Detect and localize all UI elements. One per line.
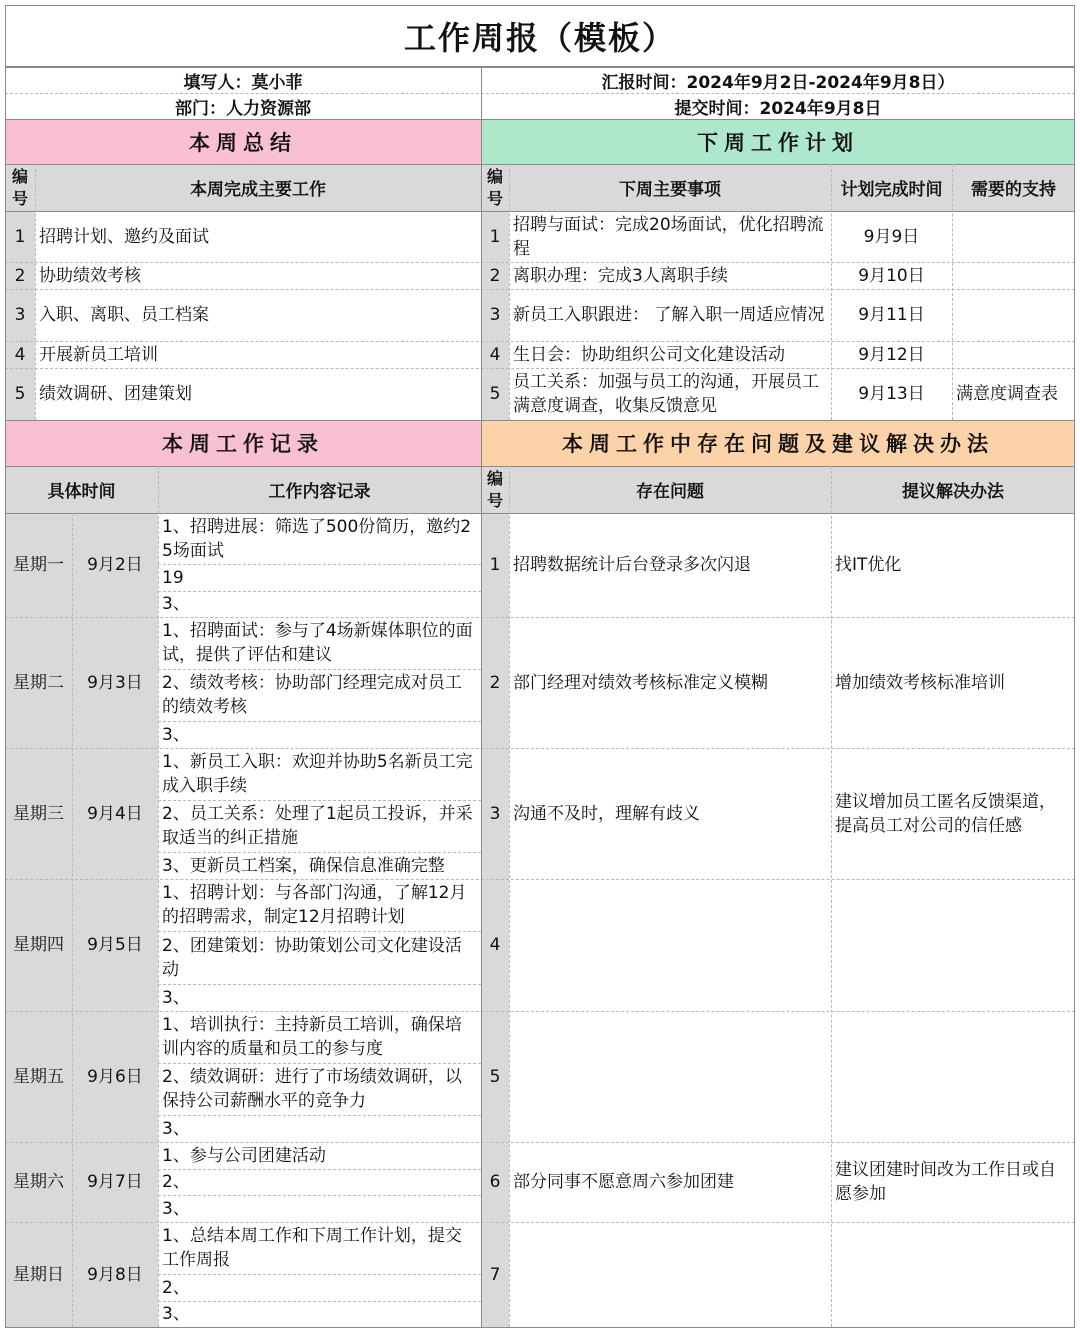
grid-line (1074, 5, 1075, 1327)
grid-line (5, 5, 6, 1327)
grid-line (831, 164, 832, 420)
issue-row-no: 5 (481, 1011, 509, 1142)
grid-line (831, 466, 832, 1327)
issues-col-no (481, 466, 509, 513)
issue-row-solution: 找IT优化 (835, 555, 902, 575)
record-entry: 1、招聘进展：筛选了500份简历，邀约25场面试 (162, 516, 472, 561)
issues-section-header: 本周工作中存在问题及建议解决办法 (481, 420, 1075, 466)
filler-label: 填写人：莫小菲 (183, 72, 303, 93)
record-entry: 1、参与公司团建活动 (162, 1145, 326, 1166)
grid-line (509, 466, 510, 1327)
issue-row-problem: 招聘数据统计后台登录多次闪退 (513, 555, 751, 575)
issue-row-solution (831, 1011, 1075, 1142)
plan-row-time: 9月13日 (858, 384, 925, 404)
grid-line (158, 1274, 481, 1275)
record-entry: 3、 (162, 987, 190, 1008)
record-entry: 2、绩效考核：协助部门经理完成对员工的绩效考核 (162, 673, 462, 717)
record-col-time: 具体时间 (5, 466, 158, 513)
record-date: 9月7日 (72, 1142, 158, 1222)
record-col-content: 工作内容记录 (158, 466, 481, 513)
record-entry: 3、 (162, 1304, 190, 1324)
record-date: 9月6日 (72, 1011, 158, 1142)
record-day: 星期三 (5, 748, 72, 879)
record-entry: 3、 (162, 594, 190, 614)
grid-line (5, 119, 1075, 120)
record-date: 9月5日 (72, 879, 158, 1011)
summary-col-no (5, 164, 35, 211)
plan-col-no-text: 编号 (486, 166, 503, 208)
plan-row-no: 1 (481, 211, 509, 262)
grid-line (509, 164, 510, 420)
summary-row-work: 招聘计划、邀约及面试 (39, 226, 209, 247)
grid-line (158, 669, 481, 670)
grid-line (158, 1301, 481, 1302)
grid-line (158, 984, 481, 985)
record-entry: 1、总结本周工作和下周工作计划，提交工作周报 (162, 1226, 462, 1270)
plan-row-support (952, 341, 1075, 368)
record-date: 9月3日 (72, 617, 158, 748)
plan-row-no: 3 (481, 289, 509, 341)
issues-col-no-text: 编号 (486, 468, 503, 510)
summary-row-work: 入职、离职、员工档案 (39, 305, 209, 325)
issue-row-problem: 沟通不及时，理解有歧义 (513, 803, 700, 824)
plan-col-item: 下周主要事项 (509, 164, 831, 211)
issue-row-solution: 建议增加员工匿名反馈渠道，提高员工对公司的信任感 (835, 791, 1056, 836)
plan-section-header: 下周工作计划 (481, 119, 1075, 164)
grid-line (5, 513, 1075, 514)
grid-line (158, 721, 481, 722)
grid-line (158, 1195, 481, 1196)
record-entry: 3、 (162, 1118, 190, 1139)
grid-line (5, 420, 1075, 421)
grid-line (5, 879, 1075, 880)
grid-line (158, 1169, 481, 1170)
plan-row-support (952, 211, 1075, 262)
summary-col-work: 本周完成主要工作 (35, 164, 481, 211)
summary-row-no: 2 (5, 262, 35, 289)
grid-line (158, 800, 481, 801)
summary-row-work: 绩效调研、团建策划 (39, 384, 192, 404)
submit-time-label: 提交时间：2024年9月8日 (674, 98, 882, 119)
page-title: 工作周报（模板） (5, 5, 1075, 67)
grid-line (481, 67, 482, 1327)
plan-row-no: 4 (481, 341, 509, 368)
grid-line (5, 368, 1075, 369)
grid-line (5, 164, 1075, 165)
grid-line (5, 289, 1075, 290)
grid-line (158, 1115, 481, 1116)
grid-line (5, 67, 1075, 68)
record-entry: 1、招聘计划：与各部门沟通，了解12月的招聘需求，制定12月招聘计划 (162, 883, 467, 927)
grid-line (5, 1327, 1075, 1328)
record-section-header: 本周工作记录 (5, 420, 481, 466)
record-entry: 3、更新员工档案，确保信息准确完整 (162, 855, 445, 876)
record-date: 9月8日 (72, 1222, 158, 1327)
issue-row-solution (831, 1222, 1075, 1327)
grid-line (35, 164, 36, 420)
grid-line (158, 591, 481, 592)
grid-line (5, 93, 1075, 94)
record-day: 星期日 (5, 1222, 72, 1327)
plan-row-item: 生日会：协助组织公司文化建设活动 (513, 344, 785, 365)
grid-line (5, 1142, 1075, 1143)
record-entry: 2、 (162, 1277, 190, 1298)
report-time-label: 汇报时间：2024年9月2日-2024年9月8日） (601, 72, 955, 93)
grid-line (5, 262, 1075, 263)
summary-col-no-text: 编号 (11, 166, 28, 208)
issue-row-problem: 部分同事不愿意周六参加团建 (513, 1172, 734, 1192)
summary-row-no: 4 (5, 341, 35, 368)
record-day: 星期二 (5, 617, 72, 748)
issue-row-no: 7 (481, 1222, 509, 1327)
record-day: 星期四 (5, 879, 72, 1011)
grid-line (5, 617, 1075, 618)
plan-row-no: 2 (481, 262, 509, 289)
record-entry: 3、 (162, 1198, 190, 1219)
issue-row-solution (831, 879, 1075, 1011)
grid-line (5, 1011, 1075, 1012)
grid-line (5, 341, 1075, 342)
plan-row-item: 离职办理：完成3人离职手续 (513, 265, 728, 286)
issues-col-problem: 存在问题 (509, 466, 831, 513)
plan-row-item: 招聘与面试：完成20场面试，优化招聘流程 (513, 214, 824, 259)
plan-col-no (481, 164, 509, 211)
plan-row-time: 9月9日 (863, 226, 920, 247)
issue-row-no: 4 (481, 879, 509, 1011)
plan-row-support: 满意度调查表 (956, 384, 1058, 404)
record-day: 星期六 (5, 1142, 72, 1222)
issue-row-solution: 建议团建时间改为工作日或自愿参加 (835, 1160, 1056, 1204)
record-entry: 2、绩效调研：进行了市场绩效调研，以保持公司薪酬水平的竞争力 (162, 1067, 462, 1111)
record-entry: 19 (162, 567, 184, 588)
plan-row-support (952, 262, 1075, 289)
summary-row-work: 开展新员工培训 (39, 344, 158, 365)
issue-row-no: 6 (481, 1142, 509, 1222)
record-date: 9月2日 (72, 513, 158, 617)
grid-line (5, 211, 1075, 212)
issue-row-no: 2 (481, 617, 509, 748)
grid-line (158, 852, 481, 853)
record-entry: 2、团建策划：协助策划公司文化建设活动 (162, 935, 462, 980)
grid-line (72, 513, 73, 1327)
issue-row-solution: 增加绩效考核标准培训 (835, 672, 1005, 693)
plan-row-item: 员工关系：加强与员工的沟通，开展员工满意度调查，收集反馈意见 (513, 372, 819, 416)
issue-row-problem (509, 1222, 831, 1327)
plan-col-time: 计划完成时间 (831, 164, 952, 211)
issue-row-problem (509, 1011, 831, 1142)
issue-row-problem: 部门经理对绩效考核标准定义模糊 (513, 672, 768, 693)
summary-row-no: 3 (5, 289, 35, 341)
record-date: 9月4日 (72, 748, 158, 879)
issue-row-no: 3 (481, 748, 509, 879)
grid-line (5, 748, 1075, 749)
plan-row-support (952, 289, 1075, 341)
plan-row-item: 新员工入职跟进： 了解入职一周适应情况 (513, 305, 825, 325)
plan-row-no: 5 (481, 368, 509, 420)
grid-line (5, 1222, 1075, 1223)
grid-line (952, 164, 953, 420)
grid-line (158, 564, 481, 565)
issues-col-solution: 提议解决办法 (831, 466, 1075, 513)
record-day: 星期五 (5, 1011, 72, 1142)
record-entry: 3、 (162, 724, 190, 745)
record-entry: 1、新员工入职：欢迎并协助5名新员工完成入职手续 (162, 752, 473, 796)
record-entry: 2、 (162, 1172, 190, 1192)
summary-row-no: 1 (5, 211, 35, 262)
record-entry: 2、员工关系：处理了1起员工投诉，并采取适当的纠正措施 (162, 804, 473, 848)
record-day: 星期一 (5, 513, 72, 617)
dept-label: 部门：人力资源部 (175, 98, 311, 119)
plan-row-time: 9月10日 (858, 265, 925, 286)
grid-line (158, 1063, 481, 1064)
plan-row-time: 9月12日 (858, 344, 925, 365)
plan-row-time: 9月11日 (858, 305, 925, 325)
grid-line (5, 466, 1075, 467)
summary-row-work: 协助绩效考核 (39, 265, 141, 286)
grid-line (158, 931, 481, 932)
record-entry: 1、招聘面试：参与了4场新媒体职位的面试，提供了评估和建议 (162, 621, 473, 665)
record-entry: 1、培训执行：主持新员工培训，确保培训内容的质量和员工的参与度 (162, 1015, 462, 1059)
plan-col-support: 需要的支持 (952, 164, 1075, 211)
summary-row-no: 5 (5, 368, 35, 420)
issue-row-no: 1 (481, 513, 509, 617)
summary-section-header: 本周总结 (5, 119, 481, 164)
issue-row-problem (509, 879, 831, 1011)
grid-line (158, 466, 159, 1327)
